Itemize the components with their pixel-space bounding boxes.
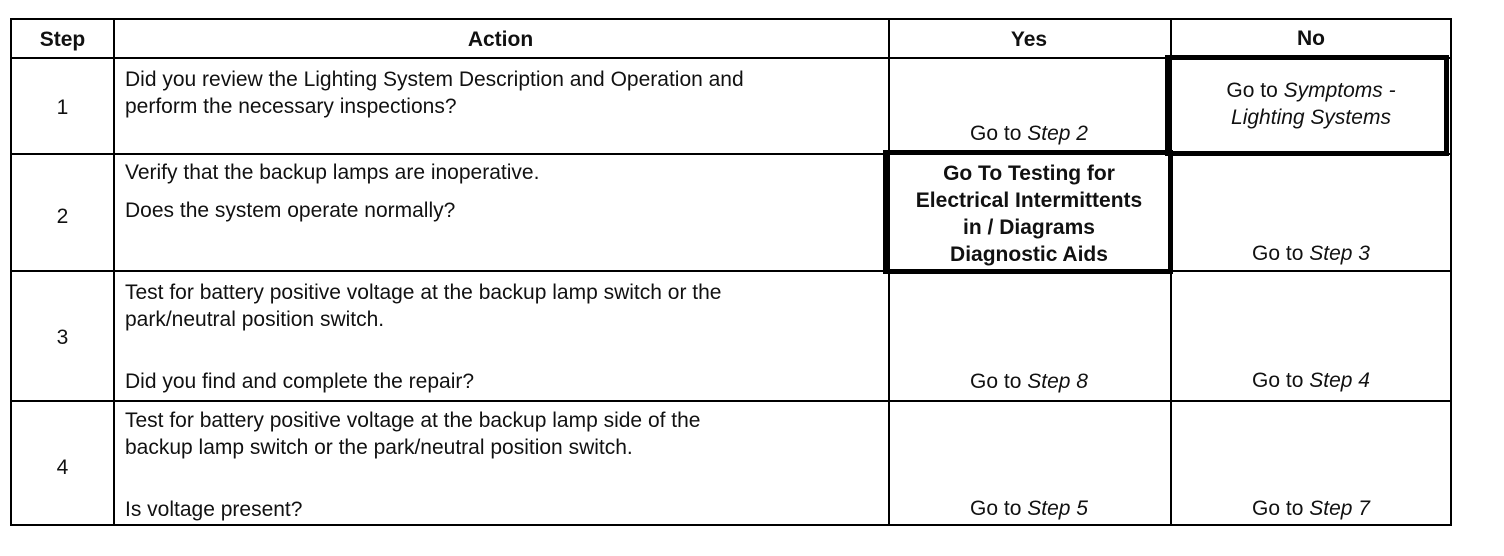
action-line: backup lamp switch or the park/neutral position switch. [125,436,633,459]
yes-text: Go to [970,370,1028,393]
yes-line: in / Diagrams [963,216,1095,239]
column-divider [113,20,115,524]
yes-text: Go to [970,122,1028,145]
action-line: park/neutral position switch. [125,308,385,331]
yes-line: Diagnostic Aids [950,243,1108,266]
action-line: Test for battery positive voltage at the backup lamp side of the [125,409,701,432]
yes-cell[interactable] [888,120,1170,147]
row-divider [12,400,1450,402]
yes-line: Go To Testing for [943,162,1115,185]
header-no: No [1297,27,1325,50]
action-question: Did you find and complete the repair? [125,370,475,393]
yes-line: Electrical Intermittents [915,189,1143,212]
row-divider [12,270,1450,272]
step-link[interactable]: Step 4 [1309,369,1370,392]
step-link[interactable]: Step 8 [1027,370,1088,393]
yes-text: Go to [970,497,1028,520]
no-text: Go to [1252,242,1310,265]
action-question: Does the system operate normally? [125,199,456,222]
step-number: 2 [56,205,69,228]
lighting-systems-link[interactable]: Lighting Systems [1231,106,1391,129]
action-text [125,407,701,461]
no-cell[interactable] [1170,495,1452,522]
no-text: Go to [1226,79,1284,102]
action-text [125,66,744,120]
no-cell[interactable] [1170,240,1452,267]
header-yes: Yes [1010,28,1048,51]
action-question: Is voltage present? [125,498,303,521]
step-link[interactable]: Step 2 [1027,122,1088,145]
yes-cell[interactable] [888,495,1170,522]
highlight-box-yes-row2 [883,150,1173,274]
step-link[interactable]: Step 7 [1309,497,1370,520]
action-text [125,279,721,333]
step-link[interactable]: Step 3 [1309,242,1370,265]
action-line: Test for battery positive voltage at the backup lamp switch or the [125,281,722,304]
step-number: 1 [56,96,69,119]
highlight-box-no-row1 [1165,55,1449,156]
action-line: Verify that the backup lamps are inoperative. [125,161,540,184]
step-link[interactable]: Step 5 [1027,497,1088,520]
action-line: perform the necessary inspections? [125,95,457,118]
yes-cell[interactable] [888,368,1170,395]
step-number: 4 [56,456,69,479]
diagnostic-table [10,18,1452,526]
header-step: Step [39,28,86,51]
action-line: Did you review the Lighting System Description and Operation and [125,68,744,91]
no-cell[interactable] [1170,367,1452,394]
header-action: Action [467,28,534,51]
symptoms-link[interactable]: Symptoms - [1283,79,1396,102]
no-text: Go to [1252,497,1310,520]
no-text: Go to [1252,369,1310,392]
step-number: 3 [56,326,69,349]
